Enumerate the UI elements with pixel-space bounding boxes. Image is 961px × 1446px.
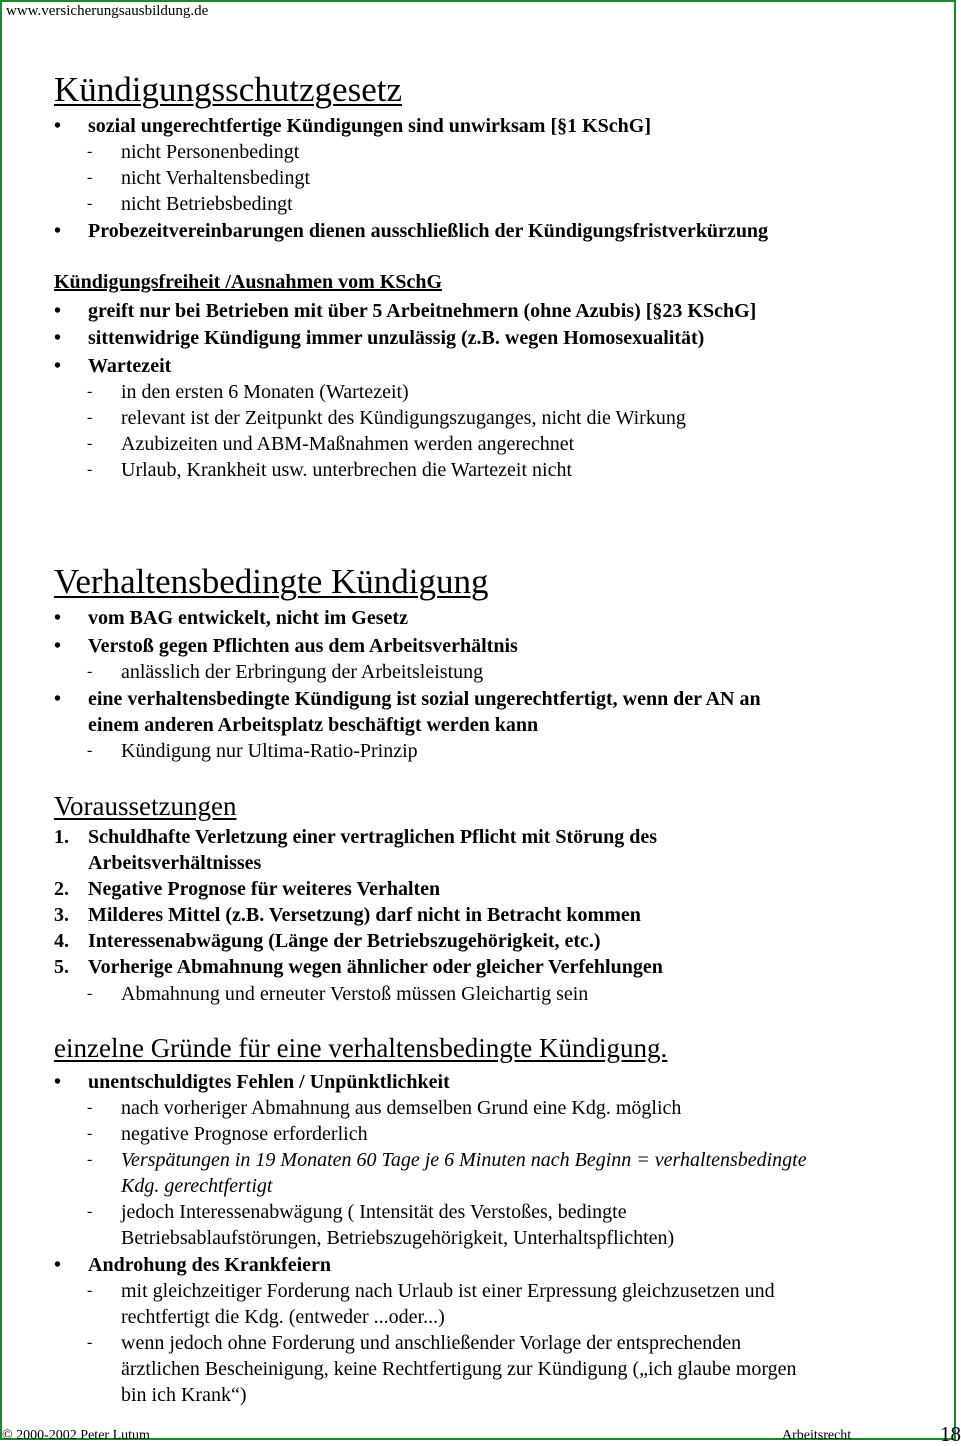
dash-marker: - [87, 409, 93, 426]
dash-text: relevant ist der Zeitpunkt des Kündigungszuganges, nicht die Wirkung [121, 407, 686, 429]
bullet-marker: • [54, 355, 62, 377]
dash-text-continuation: ärztlichen Bescheinigung, keine Rechtfertigung zur Kündigung („ich glaube morgen [121, 1358, 797, 1380]
item-number: 1. [54, 826, 69, 848]
bullet-text: vom BAG entwickelt, nicht im Gesetz [88, 607, 408, 629]
footer-subject: Arbeitsrecht [782, 1428, 852, 1443]
heading-einzelne-gruende: einzelne Gründe für eine verhaltensbedingte Kündigung. [54, 1033, 668, 1063]
item-text: Milderes Mittel (z.B. Versetzung) darf nicht in Betracht kommen [88, 904, 641, 926]
footer-copyright: © 2000-2002 Peter Lutum [2, 1428, 150, 1443]
dash-text-continuation: rechtfertigt die Kdg. (entweder ...oder...) [121, 1306, 445, 1328]
dash-text: nicht Betriebsbedingt [121, 193, 293, 215]
dash-text: jedoch Interessenabwägung ( Intensität des Verstoßes, bedingte [121, 1201, 627, 1223]
dash-text: Kündigung nur Ultima-Ratio-Prinzip [121, 740, 418, 762]
dash-marker: - [87, 985, 93, 1002]
heading-kuendigungsschutzgesetz: Kündigungsschutzgesetz [54, 70, 402, 109]
dash-marker: - [87, 461, 93, 478]
item-text-continuation: Arbeitsverhältnisses [88, 852, 262, 874]
footer-page-number: 18 [940, 1422, 961, 1446]
item-text: Interessenabwägung (Länge der Betriebszugehörigkeit, etc.) [88, 930, 601, 952]
heading-verhaltensbedingte-kuendigung: Verhaltensbedingte Kündigung [54, 562, 489, 601]
bullet-text: sittenwidrige Kündigung immer unzulässig (z.B. wegen Homosexualität) [88, 327, 705, 349]
item-number: 2. [54, 878, 69, 900]
bullet-marker: • [54, 1254, 62, 1276]
item-number: 4. [54, 930, 69, 952]
dash-text: nicht Verhaltensbedingt [121, 167, 311, 189]
dash-text: nicht Personenbedingt [121, 141, 300, 163]
dash-text: in den ersten 6 Monaten (Wartezeit) [121, 381, 409, 403]
bullet-text: sozial ungerechtfertige Kündigungen sind unwirksam [§1 KSchG] [88, 115, 652, 137]
source-url: www.versicherungsausbildung.de [6, 3, 209, 19]
bullet-marker: • [54, 220, 62, 242]
dash-marker: - [87, 435, 93, 452]
bullet-text: eine verhaltensbedingte Kündigung ist sozial ungerechtfertigt, wenn der AN an [88, 688, 761, 710]
dash-text: Urlaub, Krankheit usw. unterbrechen die Wartezeit nicht [121, 459, 572, 481]
bullet-text-continuation: einem anderen Arbeitsplatz beschäftigt werden kann [88, 714, 539, 736]
dash-marker: - [87, 742, 93, 759]
dash-marker: - [87, 1282, 93, 1299]
bullet-text: Probezeitvereinbarungen dienen ausschließlich der Kündigungsfristverkürzung [88, 220, 769, 242]
dash-text: wenn jedoch ohne Forderung und anschließender Vorlage der entsprechenden [121, 1332, 742, 1354]
bullet-text: Verstoß gegen Pflichten aus dem Arbeitsverhältnis [88, 635, 518, 657]
dash-marker: - [87, 195, 93, 212]
item-number: 5. [54, 956, 69, 978]
dash-text-continuation: bin ich Krank“) [121, 1384, 247, 1406]
dash-text: anlässlich der Erbringung der Arbeitsleistung [121, 661, 484, 683]
dash-marker: - [87, 1151, 93, 1168]
bullet-text: Androhung des Krankfeiern [88, 1254, 332, 1276]
bullet-text: greift nur bei Betrieben mit über 5 Arbeitnehmern (ohne Azubis) [§23 KSchG] [88, 300, 757, 322]
dash-marker: - [87, 1334, 93, 1351]
dash-text-continuation: Betriebsablaufstörungen, Betriebszugehörigkeit, Unterhaltspflichten) [121, 1227, 675, 1249]
dash-marker: - [87, 1099, 93, 1116]
heading-voraussetzungen: Voraussetzungen [54, 791, 237, 821]
bullet-marker: • [54, 688, 62, 710]
dash-marker: - [87, 383, 93, 400]
dash-marker: - [87, 663, 93, 680]
dash-text: negative Prognose erforderlich [121, 1123, 368, 1145]
dash-text: Azubizeiten und ABM-Maßnahmen werden angerechnet [121, 433, 575, 455]
subheading-kuendigungsfreiheit: Kündigungsfreiheit /Ausnahmen vom KSchG [54, 271, 443, 293]
item-number: 3. [54, 904, 69, 926]
bullet-marker: • [54, 327, 62, 349]
dash-marker: - [87, 1125, 93, 1142]
dash-text: Verspätungen in 19 Monaten 60 Tage je 6 Minuten nach Beginn = verhaltensbedingte [121, 1149, 807, 1171]
bullet-marker: • [54, 1071, 62, 1093]
dash-text: mit gleichzeitiger Forderung nach Urlaub ist einer Erpressung gleichzusetzen und [121, 1280, 775, 1302]
bullet-text: Wartezeit [88, 355, 172, 377]
bullet-marker: • [54, 607, 62, 629]
item-text: Vorherige Abmahnung wegen ähnlicher oder gleicher Verfehlungen [88, 956, 663, 978]
dash-text: nach vorheriger Abmahnung aus demselben Grund eine Kdg. möglich [121, 1097, 682, 1119]
item-text: Negative Prognose für weiteres Verhalten [88, 878, 441, 900]
dash-text-continuation: Kdg. gerechtfertigt [121, 1175, 273, 1197]
bullet-marker: • [54, 300, 62, 322]
item-text: Schuldhafte Verletzung einer vertraglichen Pflicht mit Störung des [88, 826, 658, 848]
dash-marker: - [87, 169, 93, 186]
bullet-text: unentschuldigtes Fehlen / Unpünktlichkeit [88, 1071, 450, 1093]
bullet-marker: • [54, 115, 62, 137]
dash-text: Abmahnung und erneuter Verstoß müssen Gleichartig sein [121, 983, 589, 1005]
dash-marker: - [87, 143, 93, 160]
bullet-marker: • [54, 635, 62, 657]
dash-marker: - [87, 1203, 93, 1220]
